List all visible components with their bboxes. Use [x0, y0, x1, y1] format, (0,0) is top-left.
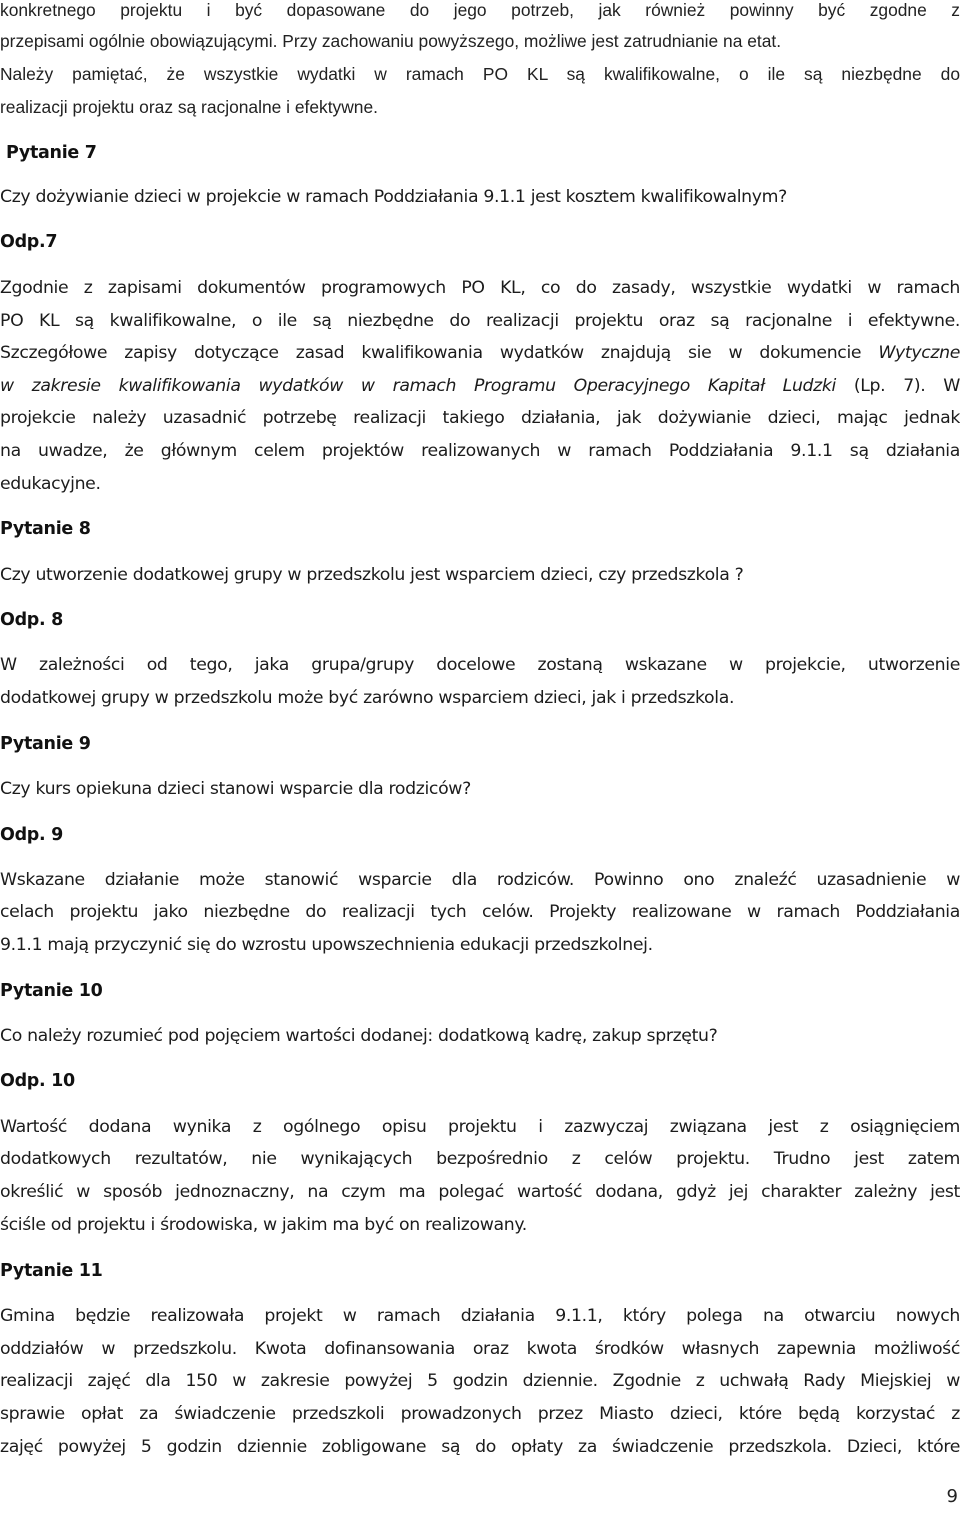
answer-8-line: W zależności od tego, jaka grupa/grupy docelowe zostaną wskazane w projekcie, utworzenie: [0, 655, 960, 675]
question-11-heading: Pytanie 11: [0, 1261, 103, 1281]
question-7-heading: Pytanie 7: [6, 143, 97, 163]
answer-7-line: Szczegółowe zapisy dotyczące zasad kwalifikowania wydatków znajdują sie w dokumencie Wytyczne: [0, 343, 960, 363]
intro-line: przepisami ogólnie obowiązującymi. Przy zachowaniu powyższego, możliwe jest zatrudnianie na etat.: [0, 31, 782, 51]
answer-10-heading: Odp. 10: [0, 1071, 75, 1091]
answer-9-heading: Odp. 9: [0, 825, 64, 845]
answer-7-line: w zakresie kwalifikowania wydatków w ramach Programu Operacyjnego Kapitał Ludzki (Lp. 7). W: [0, 376, 960, 396]
answer-10-line: ściśle od projektu i środowiska, w jakim ma być on realizowany.: [0, 1215, 527, 1235]
answer-10-line: określić w sposób jednoznaczny, na czym ma polegać wartość dodana, gdyż jej charakter zależny jest: [0, 1182, 960, 1202]
answer-9-line: 9.1.1 mają przyczynić się do wzrostu upowszechnienia edukacji przedszkolnej.: [0, 935, 653, 955]
answer-7-heading: Odp.7: [0, 232, 58, 252]
answer-7-line: PO KL są kwalifikowalne, o ile są niezbędne do realizacji projektu oraz są racjonalne i efektywne.: [0, 311, 960, 331]
question-10-text: Co należy rozumieć pod pojęciem wartości dodanej: dodatkową kadrę, zakup sprzętu?: [0, 1026, 718, 1046]
question-8-text: Czy utworzenie dodatkowej grupy w przedszkolu jest wsparciem dzieci, czy przedszkola ?: [0, 565, 744, 585]
answer-7-line: edukacyjne.: [0, 474, 101, 494]
intro-line: Należy pamiętać, że wszystkie wydatki w ramach PO KL są kwalifikowalne, o ile są niezbędne do: [0, 64, 960, 84]
page-number: 9: [946, 1486, 958, 1507]
answer-10-line: dodatkowych rezultatów, nie wynikających bezpośrednio z celów projektu. Trudno jest zatem: [0, 1149, 960, 1169]
question-11-line: oddziałów w przedszkolu. Kwota dofinansowania oraz kwota środków własnych zapewnia możliwość: [0, 1339, 960, 1359]
question-11-line: realizacji zajęć dla 150 w zakresie powyżej 5 godzin dziennie. Zgodnie z uchwałą Rady Miejskiej w: [0, 1371, 960, 1391]
document-title-emphasis: Wytyczne: [878, 343, 960, 363]
question-11-line: zajęć powyżej 5 godzin dziennie zobligowane są do opłaty za świadczenie przedszkola. Dzieci, które: [0, 1437, 960, 1457]
answer-8-line: dodatkowej grupy w przedszkolu może być zarówno wsparciem dzieci, jak i przedszkola.: [0, 688, 735, 708]
intro-line: konkretnego projektu i być dopasowane do jego potrzeb, jak również powinny być zgodne z: [0, 0, 960, 20]
question-10-heading: Pytanie 10: [0, 981, 103, 1001]
document-title-emphasis: w zakresie kwalifikowania wydatków w ramach Programu Operacyjnego Kapitał Ludzki: [0, 376, 836, 396]
answer-8-heading: Odp. 8: [0, 610, 64, 630]
answer-7-line: na uwadze, że głównym celem projektów realizowanych w ramach Poddziałania 9.1.1 są działania: [0, 441, 960, 461]
answer-7-line: projekcie należy uzasadnić potrzebę realizacji takiego działania, jak dożywianie dzieci, mając jednak: [0, 408, 960, 428]
question-9-heading: Pytanie 9: [0, 734, 91, 754]
question-11-line: sprawie opłat za świadczenie przedszkoli prowadzonych przez Miasto dzieci, które będą korzystać z: [0, 1404, 960, 1424]
question-11-line: Gmina będzie realizowała projekt w ramach działania 9.1.1, który polega na otwarciu nowych: [0, 1306, 960, 1326]
question-7-text: Czy dożywianie dzieci w projekcie w ramach Poddziałania 9.1.1 jest kosztem kwalifikowalnym?: [0, 187, 787, 207]
answer-9-line: Wskazane działanie może stanowić wsparcie dla rodziców. Powinno ono znaleźć uzasadnienie w: [0, 870, 960, 890]
answer-9-line: celach projektu jako niezbędne do realizacji tych celów. Projekty realizowane w ramach Poddziałania: [0, 902, 960, 922]
intro-line: realizacji projektu oraz są racjonalne i efektywne.: [0, 97, 378, 117]
question-9-text: Czy kurs opiekuna dzieci stanowi wsparcie dla rodziców?: [0, 779, 471, 799]
question-8-heading: Pytanie 8: [0, 519, 91, 539]
answer-10-line: Wartość dodana wynika z ogólnego opisu projektu i zazwyczaj związana jest z osiągnięciem: [0, 1117, 960, 1137]
answer-7-line: Zgodnie z zapisami dokumentów programowych PO KL, co do zasady, wszystkie wydatki w ramach: [0, 278, 960, 298]
